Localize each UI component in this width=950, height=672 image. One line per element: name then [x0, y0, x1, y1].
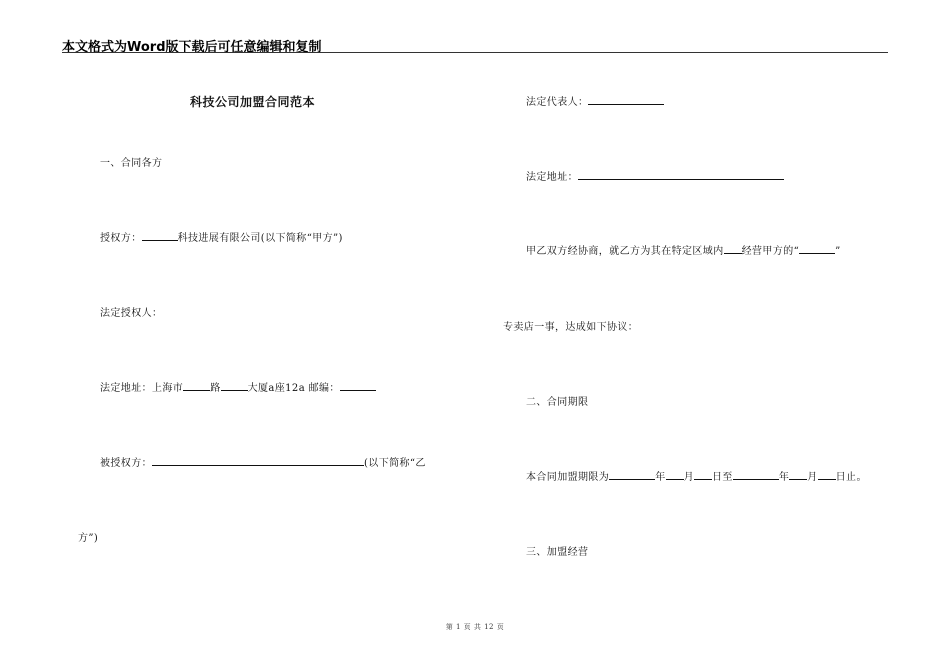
document-title: 科技公司加盟合同范本 — [190, 95, 316, 109]
grantor-line — [100, 229, 343, 244]
grantee-line — [100, 454, 426, 469]
start-year-blank — [609, 468, 655, 480]
start-year-text: 年 — [655, 472, 666, 483]
legal-grantor-line: 法定授权人： — [100, 308, 163, 319]
road-text: 路 — [210, 383, 221, 394]
legal-rep-blank — [588, 93, 664, 105]
grantor-label: 授权方： — [100, 233, 142, 244]
end-year-text: 年 — [778, 472, 790, 483]
grantee-suffix: (以下简称“乙 — [364, 458, 426, 469]
end-year-blank — [733, 468, 779, 480]
road-blank — [183, 379, 210, 391]
legal-rep-label: 法定代表人： — [526, 97, 589, 108]
section-three-heading: 三、加盟经营 — [526, 547, 589, 558]
term-line — [526, 468, 867, 483]
postcode-blank — [340, 379, 376, 391]
legal-address-label: 法定地址： — [526, 172, 578, 183]
negotiation-line — [526, 242, 841, 257]
negotiation-mid: 经营甲方的“ — [741, 246, 800, 257]
legal-address-blank — [578, 168, 784, 180]
negotiation-text: 甲乙双方经协商，就乙方为其在特定区域内 — [526, 246, 724, 257]
end-day-text: 日止。 — [835, 472, 867, 483]
address-line — [100, 379, 376, 394]
start-day-blank — [694, 468, 712, 480]
building-blank — [221, 379, 248, 391]
grantee-label: 被授权方： — [100, 458, 152, 469]
end-day-blank — [818, 468, 836, 480]
end-month-text: 月 — [807, 472, 818, 483]
negotiation-continuation: 专卖店一事，达成如下协议： — [503, 322, 639, 333]
section-two-heading: 二、合同期限 — [526, 397, 589, 408]
address-label: 法定地址：上海市 — [100, 383, 184, 394]
header-title: 本文格式为Word版下载后可任意编辑和复制 — [62, 40, 322, 55]
start-month-text: 月 — [683, 472, 695, 483]
term-label: 本合同加盟期限为 — [526, 472, 610, 483]
grantee-continuation: 方”) — [78, 533, 99, 544]
brand-blank — [799, 242, 835, 254]
region-blank — [724, 242, 742, 254]
legal-rep-line — [526, 93, 664, 108]
negotiation-end: ” — [835, 246, 841, 257]
grantor-name-suffix: 科技进展有限公司(以下简称“甲方”) — [177, 233, 343, 244]
section-one-heading: 一、合同各方 — [100, 158, 163, 169]
header-divider — [62, 52, 888, 53]
grantee-name-blank — [152, 454, 364, 466]
grantor-name-blank — [142, 229, 178, 241]
legal-address-line — [526, 168, 784, 183]
start-month-blank — [666, 468, 684, 480]
start-day-text: 日至 — [712, 472, 733, 483]
page-number: 第 1 页 共 12 页 — [445, 623, 505, 631]
building-text: 大厦a座12a 邮编： — [247, 383, 340, 394]
end-month-blank — [789, 468, 807, 480]
